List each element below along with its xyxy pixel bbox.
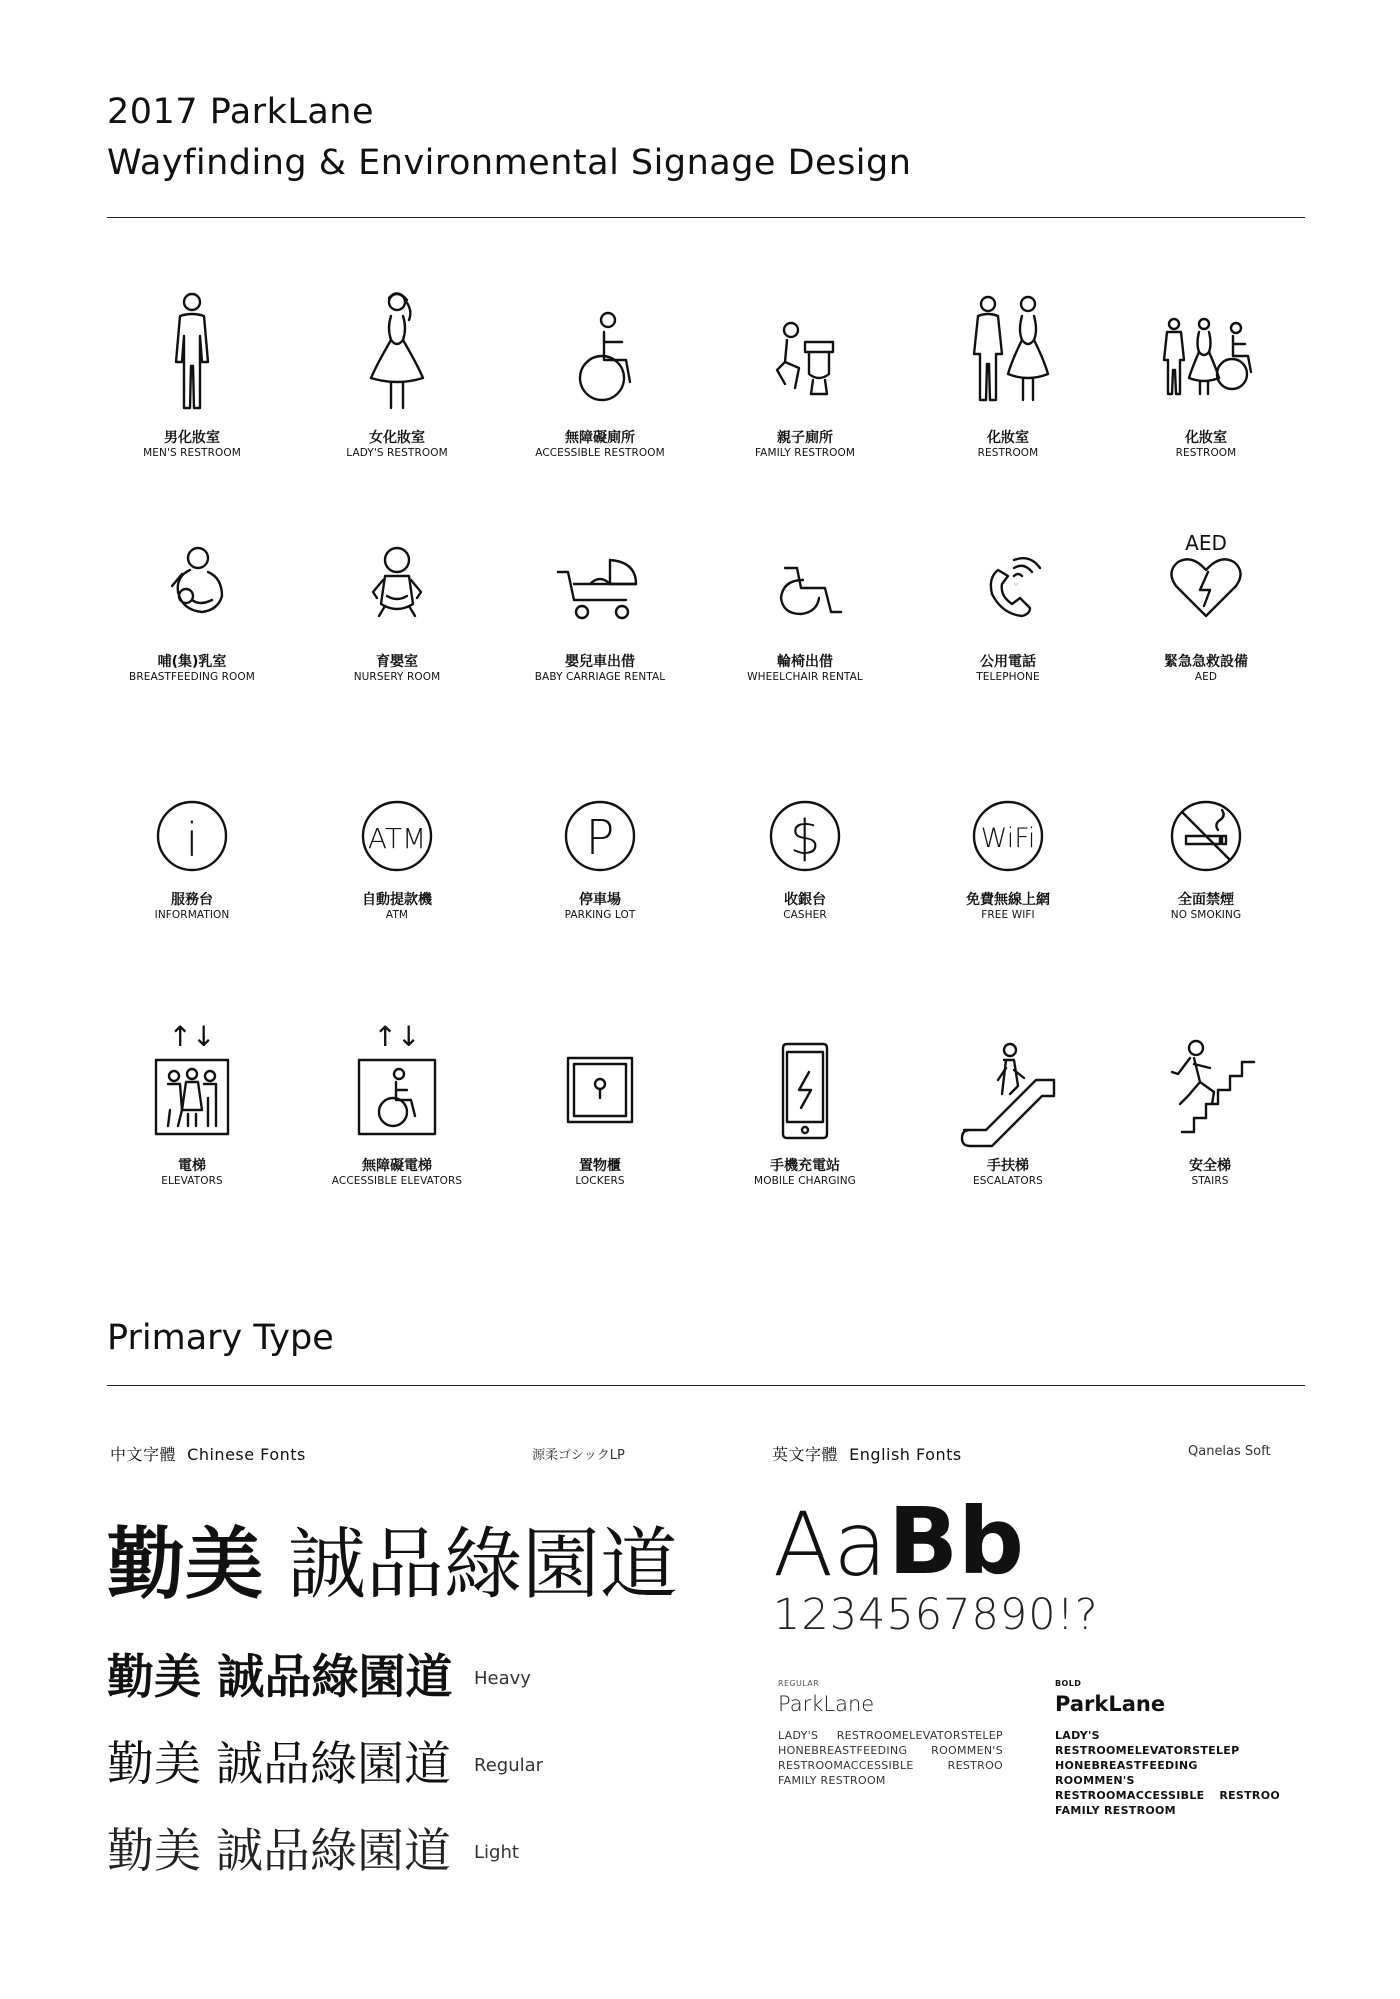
icon-cell-telephone <box>908 514 1108 704</box>
icon-label-cn: 輪椅出借 <box>777 654 833 670</box>
english-bold-specimen <box>1055 1679 1280 1818</box>
mobile-charging-icon <box>755 1018 855 1138</box>
primary-type-divider <box>107 1385 1305 1386</box>
icon-cell-locker <box>500 1018 700 1208</box>
icon-cell-parking <box>500 752 700 942</box>
icon-label-en: RESTROOM <box>1175 447 1237 459</box>
icon-cell-casher <box>705 752 905 942</box>
aed-icon <box>1156 514 1256 634</box>
elevator-icon <box>142 1018 242 1138</box>
information-icon <box>142 752 242 872</box>
family-restroom-icon <box>755 290 855 410</box>
icon-label-en: RESTROOM <box>977 447 1039 459</box>
chinese-sample-light-line: 勤美 誠品綠園道 <box>107 1824 451 1879</box>
icon-label-cn: 全面禁煙 <box>1178 892 1234 908</box>
icon-label-cn: 自動提款機 <box>362 892 432 908</box>
english-font-name: Qanelas Soft <box>1188 1444 1271 1459</box>
page-title-year: 2017 ParkLane <box>107 92 375 132</box>
icon-cell-restroom-all <box>1106 290 1306 480</box>
specimen-tag: BOLD <box>1055 1679 1082 1688</box>
specimen-body: LADY'S RESTROOMELEVATORSTELEP HONEBREASTFEEDING ROOMMEN'S RESTROOMACCESSIBLE RESTROO FAMILY RESTROOM <box>1055 1729 1280 1817</box>
wifi-icon <box>958 752 1058 872</box>
baby-carriage-icon <box>550 514 650 634</box>
telephone-icon <box>958 514 1058 634</box>
icon-label-en: BABY CARRIAGE RENTAL <box>534 671 666 683</box>
icon-label-en: INFORMATION <box>154 909 230 921</box>
icon-label-cn: 哺(集)乳室 <box>157 654 227 670</box>
english-fonts-heading: 英文字體 English Fonts <box>772 1445 962 1464</box>
weight-label-heavy: Heavy <box>474 1668 531 1689</box>
icon-label-cn: 女化妝室 <box>369 430 425 446</box>
icon-cell-no-smoking <box>1106 752 1306 942</box>
wheelchair-icon <box>755 514 855 634</box>
parking-icon <box>550 752 650 872</box>
icon-cell-escalator <box>908 1018 1108 1208</box>
escalator-icon <box>958 1018 1058 1138</box>
icon-label-cn: 無障礙廁所 <box>565 430 635 446</box>
specimen-body: LADY'S RESTROOMELEVATORSTELEP HONEBREASTFEEDING ROOMMEN'S RESTROOMACCESSIBLE RESTROO FAMILY RESTROOM <box>778 1729 1003 1787</box>
chinese-sample-light: 誠品綠園道 <box>287 1520 678 1610</box>
icon-cell-family-restroom <box>705 290 905 480</box>
icon-label-cn: 化妝室 <box>1185 430 1227 446</box>
icon-cell-aed <box>1106 514 1306 704</box>
chinese-sample-heavy: 勤美 誠品綠園道 <box>107 1650 453 1705</box>
icon-label-cn: 免費無線上網 <box>966 892 1050 908</box>
icon-label-en: FREE WIFI <box>981 909 1035 921</box>
icon-cell-mens-restroom <box>92 290 292 480</box>
icon-label-en: LADY'S RESTROOM <box>346 447 448 459</box>
icon-label-en: ATM <box>385 909 409 921</box>
icon-label-en: ACCESSIBLE RESTROOM <box>535 447 665 459</box>
icon-label-en: TELEPHONE <box>976 671 1040 683</box>
icon-label-cn: 安全梯 <box>1189 1158 1231 1174</box>
icon-cell-wifi <box>908 752 1108 942</box>
icon-label-en: ESCALATORS <box>973 1175 1043 1187</box>
ladys-restroom-icon <box>347 290 447 410</box>
icon-label-en: AED <box>1194 671 1218 683</box>
icon-cell-accessible-elevator <box>297 1018 497 1208</box>
icon-label-cn: 置物櫃 <box>579 1158 621 1174</box>
icon-label-en: WHEELCHAIR RENTAL <box>747 671 863 683</box>
icon-label-cn: 收銀台 <box>784 892 826 908</box>
wifi-glyph: WiFi <box>980 823 1036 854</box>
icon-label-en: STAIRS <box>1191 1175 1229 1187</box>
icon-label-en: MEN'S RESTROOM <box>143 447 241 459</box>
aed-glyph: AED <box>1185 531 1227 555</box>
icon-label-en: BREASTFEEDING ROOM <box>129 671 255 683</box>
icon-label-cn: 化妝室 <box>987 430 1029 446</box>
icon-label-en: ELEVATORS <box>161 1175 223 1187</box>
stairs-icon <box>1160 1018 1260 1138</box>
icon-cell-baby-carriage <box>500 514 700 704</box>
no-smoking-icon <box>1156 752 1256 872</box>
specimen-tag: REGULAR <box>778 1679 820 1688</box>
atm-icon <box>347 752 447 872</box>
icon-cell-elevator <box>92 1018 292 1208</box>
icon-cell-stairs <box>1110 1018 1310 1208</box>
icon-cell-wheelchair <box>705 514 905 704</box>
icon-label-cn: 育嬰室 <box>376 654 418 670</box>
specimen-name: ParkLane <box>778 1692 875 1716</box>
icon-label-en: FAMILY RESTROOM <box>754 447 855 459</box>
locker-icon <box>550 1018 650 1138</box>
header-divider <box>107 217 1305 218</box>
english-numerals: 1234567890!? <box>773 1590 1099 1640</box>
chinese-font-name: 源柔ゴシックLP <box>532 1448 625 1463</box>
mens-restroom-icon <box>142 290 242 410</box>
casher-icon <box>755 752 855 872</box>
chinese-sample-bold: 勤美 <box>107 1520 264 1610</box>
chinese-sample-regular: 勤美 誠品綠園道 <box>107 1737 451 1792</box>
restroom-all-icon <box>1156 290 1256 410</box>
icon-label-en: MOBILE CHARGING <box>754 1175 856 1187</box>
icon-label-cn: 無障礙電梯 <box>362 1158 432 1174</box>
weight-label-regular: Regular <box>474 1755 544 1776</box>
icon-cell-atm <box>297 752 497 942</box>
accessible-elevator-icon <box>347 1018 447 1138</box>
section-title-primary-type: Primary Type <box>107 1318 334 1358</box>
icon-label-cn: 手機充電站 <box>770 1158 840 1174</box>
nursery-icon <box>347 514 447 634</box>
atm-glyph: ATM <box>367 822 427 855</box>
icon-label-cn: 男化妝室 <box>164 430 220 446</box>
icon-label-cn: 停車場 <box>579 892 621 908</box>
english-sample-bold: Bb <box>888 1488 1024 1595</box>
icon-label-en: LOCKERS <box>575 1175 625 1187</box>
icon-label-en: CASHER <box>783 909 827 921</box>
icon-label-cn: 親子廁所 <box>777 430 833 446</box>
icon-cell-accessible-restroom <box>500 290 700 480</box>
icon-cell-restroom <box>908 290 1108 480</box>
chinese-sample-large <box>107 1502 678 1614</box>
weight-label-light: Light <box>474 1842 519 1863</box>
icon-label-en: NURSERY ROOM <box>353 671 441 683</box>
icon-label-en: PARKING LOT <box>564 909 636 921</box>
accessible-elevator-arrows: ↑↓ <box>373 1020 421 1053</box>
icon-cell-ladys-restroom <box>297 290 497 480</box>
english-sample-light: Aa <box>773 1493 888 1596</box>
casher-glyph: $ <box>789 810 821 866</box>
icon-cell-breastfeeding <box>92 514 292 704</box>
icon-label-cn: 公用電話 <box>980 654 1036 670</box>
icon-label-cn: 電梯 <box>178 1158 206 1174</box>
restroom-icon <box>958 290 1058 410</box>
icon-label-en: ACCESSIBLE ELEVATORS <box>331 1175 463 1187</box>
icon-label-cn: 手扶梯 <box>987 1158 1029 1174</box>
breastfeeding-icon <box>142 514 242 634</box>
chinese-fonts-heading: 中文字體 Chinese Fonts <box>110 1445 306 1464</box>
icon-cell-nursery <box>297 514 497 704</box>
accessible-restroom-icon <box>550 290 650 410</box>
icon-label-cn: 嬰兒車出借 <box>565 654 635 670</box>
icon-cell-information <box>92 752 292 942</box>
specimen-name: ParkLane <box>1055 1692 1166 1716</box>
icon-cell-mobile-charging <box>705 1018 905 1208</box>
page-title: Wayfinding & Environmental Signage Design <box>107 143 912 183</box>
icon-label-cn: 緊急急救設備 <box>1164 654 1248 670</box>
elevator-arrows: ↑↓ <box>168 1020 216 1053</box>
icon-label-en: NO SMOKING <box>1170 909 1242 921</box>
info-glyph: i <box>185 813 199 867</box>
english-regular-specimen <box>778 1679 1003 1788</box>
icon-label-cn: 服務台 <box>171 892 213 908</box>
parking-glyph: P <box>585 810 615 866</box>
